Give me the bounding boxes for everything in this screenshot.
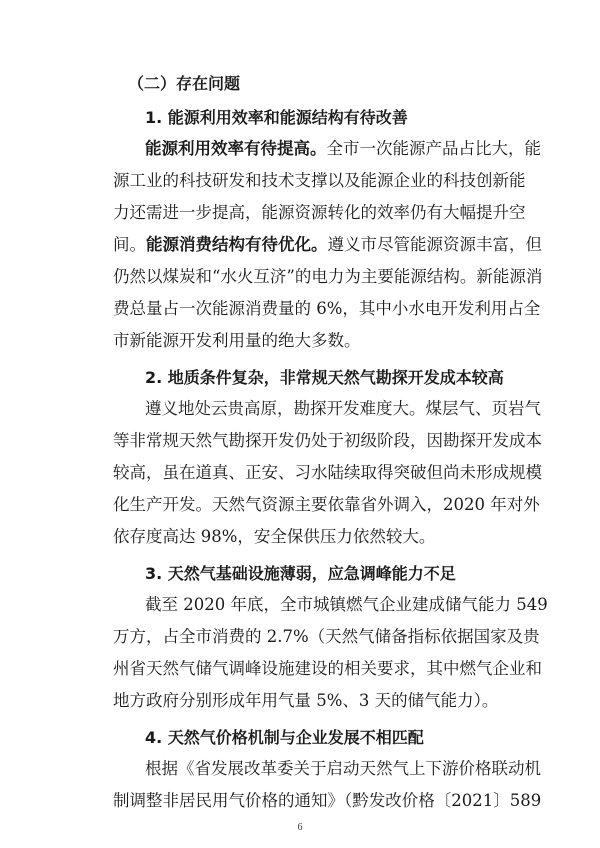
inline-text: 遵义市尽管能源资源丰富，但	[327, 235, 542, 254]
paragraph-line: 仍然以煤炭和“水火互济”的电力为主要能源结构。新能源消	[113, 267, 543, 286]
subsection-1-title: 1. 能源利用效率和能源结构有待改善	[145, 108, 408, 127]
inline-text: 间。	[113, 235, 146, 254]
paragraph-line: 源工业的科技研发和技术支撑以及能源企业的科技创新能	[113, 171, 526, 190]
subsection-3-title: 3. 天然气基础设施薄弱，应急调峰能力不足	[145, 564, 456, 583]
paragraph-line: 费总量占一次能源消费量的 6%，其中小水电开发利用占全	[113, 299, 541, 318]
paragraph-line: 化生产开发。天然气资源主要依靠省外调入，2020 年对外	[113, 495, 540, 514]
section-heading: （二）存在问题	[128, 74, 241, 93]
paragraph-line: 较高，虽在道真、正安、习水陆续取得突破但尚未形成规模	[113, 463, 542, 482]
inline-bold-phrase: 能源利用效率有待提高。	[145, 139, 327, 158]
paragraph-line: 制调整非居民用气价格的通知》（黔发改价格〔2021〕589	[113, 791, 542, 810]
paragraph-line: 地方政府分别形成年用气量 5%、3 天的储气能力）。	[113, 691, 499, 710]
paragraph-line: 依存度高达 98%，安全保供压力依然较大。	[113, 527, 436, 546]
paragraph-line: 遵义地处云贵高原，勘探开发难度大。煤层气、页岩气	[145, 399, 541, 418]
paragraph-line: 市新能源开发利用量的绝大多数。	[113, 331, 361, 350]
paragraph-line	[145, 137, 541, 161]
paragraph-line: 根据《省发展改革委关于启动天然气上下游价格联动机	[145, 759, 541, 778]
paragraph-line	[113, 233, 542, 257]
subsection-2-title: 2. 地质条件复杂，非常规天然气勘探开发成本较高	[145, 368, 504, 387]
paragraph-line: 力还需进一步提高，能源资源转化的效率仍有大幅提升空	[113, 203, 526, 222]
inline-bold-phrase: 能源消费结构有待优化。	[146, 235, 328, 254]
paragraph-line: 等非常规天然气勘探开发仍处于初级阶段，因勘探开发成本	[113, 431, 542, 450]
paragraph-line: 万方，占全市消费的 2.7%（天然气储备指标依据国家及贵	[113, 627, 540, 646]
paragraph-line: 州省天然气储气调峰设施建设的相关要求，其中燃气企业和	[113, 659, 542, 678]
inline-text: 全市一次能源产品占比大，能	[326, 139, 541, 158]
paragraph-line: 截至 2020 年底，全市城镇燃气企业建成储气能力 549	[145, 595, 548, 614]
page-number: 6	[297, 822, 303, 833]
subsection-4-title: 4. 天然气价格机制与企业发展不相匹配	[145, 728, 424, 747]
